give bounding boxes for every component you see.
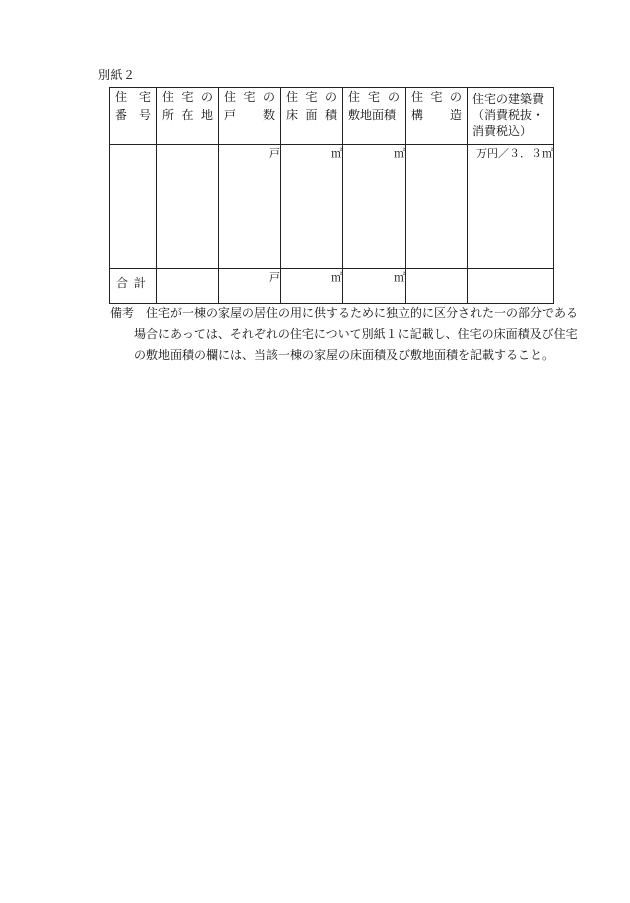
header-house-number: 住 宅 番 号 <box>110 88 157 145</box>
header-construction-cost: 住宅の建築費 （消費税抜・ 消費税込） <box>468 88 554 145</box>
cell-construction-cost[interactable] <box>468 145 554 269</box>
total-unit-label-floor-area: ㎡ <box>331 271 342 284</box>
unit-label-site-area: ㎡ <box>394 147 405 160</box>
total-cell-location[interactable] <box>157 269 219 304</box>
remarks-note <box>110 303 579 366</box>
cell-house-location[interactable] <box>157 145 219 269</box>
header-site-area: 住 宅 の 敷地面積 <box>343 88 406 145</box>
unit-label-floor-area: ㎡ <box>331 147 342 160</box>
unit-label-cost: 万円／３．３㎡ <box>476 147 553 160</box>
remarks-line-3: の敷地面積の欄には、当該一棟の家屋の床面積及び敷地面積を記載すること。 <box>134 348 555 362</box>
header-structure: 住 宅 の 構 造 <box>406 88 468 145</box>
header-row <box>110 88 554 145</box>
housing-form-table <box>109 87 554 304</box>
header-floor-area: 住 宅 の 床 面 積 <box>281 88 343 145</box>
total-label: 合 計 <box>110 269 157 304</box>
header-house-unit-count: 住 宅 の 戸 数 <box>219 88 281 145</box>
cell-floor-area[interactable] <box>281 145 343 269</box>
total-cell-structure[interactable] <box>406 269 468 304</box>
total-cell-construction-cost[interactable] <box>468 269 554 304</box>
cell-site-area[interactable] <box>343 145 406 269</box>
page-label: 別紙２ <box>98 68 136 82</box>
total-cell-site-area[interactable] <box>343 269 406 304</box>
remarks-line-2: 場合にあっては、それぞれの住宅について別紙１に記載し、住宅の床面積及び住宅 <box>134 327 578 341</box>
total-unit-label-count: 戸 <box>269 271 280 284</box>
cell-unit-count[interactable] <box>219 145 281 269</box>
remarks-line-1: 備考 住宅が一棟の家屋の居住の用に供するために独立的に区分された一の部分である <box>110 306 579 320</box>
total-unit-label-site-area: ㎡ <box>394 271 405 284</box>
header-house-location: 住 宅 の 所 在 地 <box>157 88 219 145</box>
total-row <box>110 269 554 304</box>
unit-label-count: 戸 <box>269 147 280 160</box>
total-cell-floor-area[interactable] <box>281 269 343 304</box>
cell-house-number[interactable] <box>110 145 157 269</box>
data-row <box>110 145 554 269</box>
cell-structure[interactable] <box>406 145 468 269</box>
total-cell-unit-count[interactable] <box>219 269 281 304</box>
